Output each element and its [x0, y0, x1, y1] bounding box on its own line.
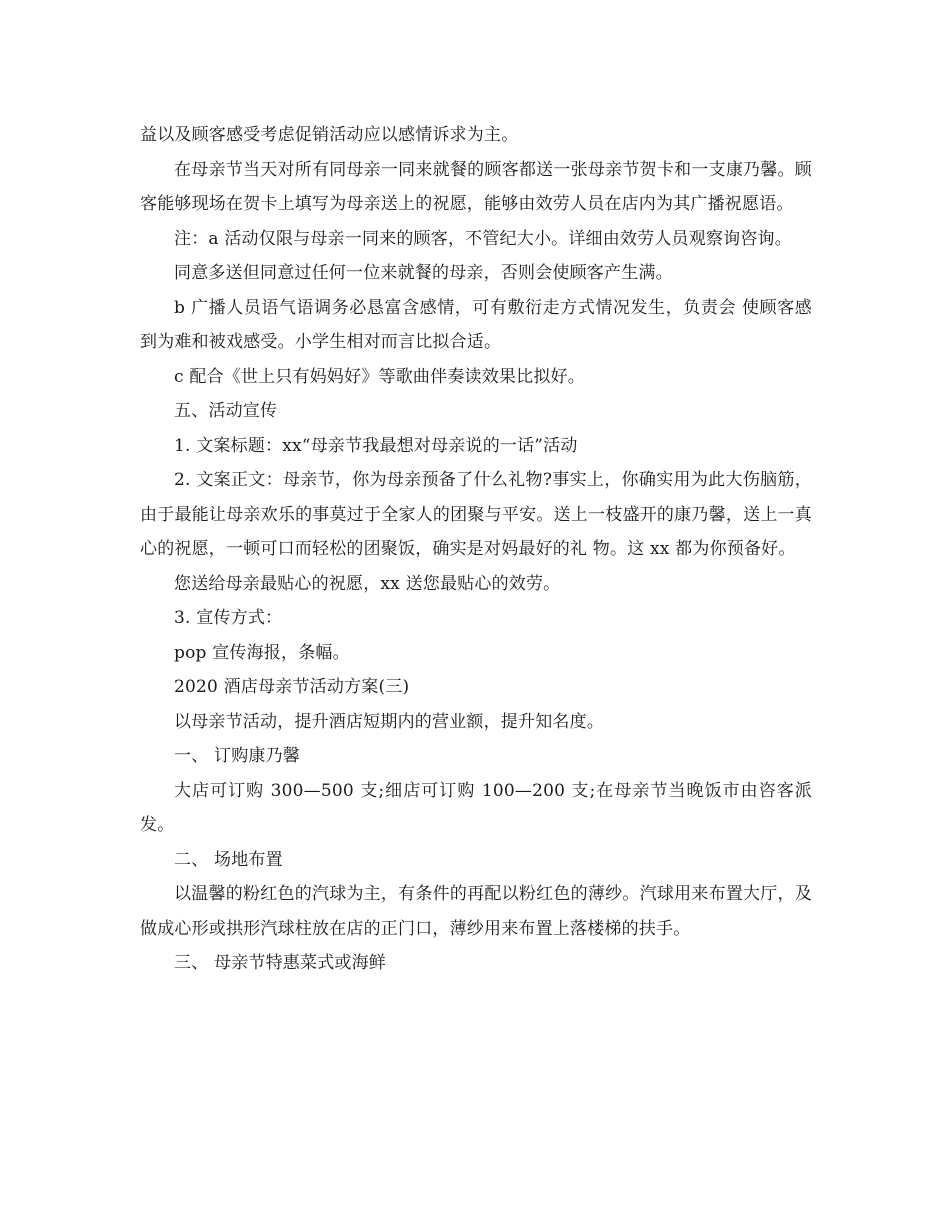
section-heading-5: 五、活动宣传 [174, 401, 278, 421]
paragraph-3: 同意多送但同意过任何一位来就餐的母亲，否则会使顾客产生满。 [174, 263, 673, 283]
paragraph-11: pop 宣传海报，条幅。 [174, 642, 350, 663]
paragraph-8: 2. 文案正文：母亲节，你为母亲预备了什么礼物?事实上，你确实用为此大伤脑筋，由于最能让母亲欢乐的事莫过于全家人的团聚与平安。送上一枝盛开的康乃馨，送上一真心的祝愿，一顿可口而轻松的团聚饭，确实是对妈最好的礼 物。这 xx 都为你预备好。 [140, 470, 812, 559]
paragraph-7: 1. 文案标题：xx“母亲节我最想对母亲说的一话”活动 [174, 435, 578, 456]
paragraph-0: 益以及顾客感受考虑促销活动应以感情诉求为主。 [140, 125, 519, 145]
section-heading-1: 一、 订购康乃馨 [174, 746, 301, 766]
paragraph-1: 在母亲节当天对所有同母亲一同来就餐的顾客都送一张母亲节贺卡和一支康乃馨。顾客能够现场在贺卡上填写为母亲送上的祝愿，能够由效劳人员在店内为其广播祝愿语。 [140, 159, 812, 214]
paragraph-13: 以母亲节活动，提升酒店短期内的营业额，提升知名度。 [174, 711, 604, 732]
paragraph-10: 3. 宣传方式： [174, 608, 283, 628]
paragraph-17: 以温馨的粉红色的汽球为主，有条件的再配以粉红色的薄纱。汽球用来布置大厅，及做成心形或拱形汽球柱放在店的正门口，薄纱用来布置上落楼梯的扶手。 [140, 884, 812, 939]
paragraph-5: c 配合《世上只有妈妈好》等歌曲伴奏读效果比拟好。 [174, 366, 585, 387]
paragraph-2: 注：a 活动仅限与母亲一同来的顾客，不管纪大小。详细由效劳人员观察询咨询。 [174, 228, 792, 249]
paragraph-4: b 广播人员语气语调务必恳富含感情，可有敷衍走方式情况发生，负责会 使顾客感到为难和被戏感受。小学生相对而言比拟合适。 [140, 297, 812, 352]
section-heading-2: 二、 场地布置 [174, 849, 283, 870]
document-body [140, 118, 812, 981]
paragraph-9: 您送给母亲最贴心的祝愿，xx 送您最贴心的效劳。 [174, 573, 561, 594]
section-heading-3: 三、 母亲节特惠菜式或海鲜 [174, 953, 387, 973]
paragraph-15: 大店可订购 300—500 支;细店可订购 100—200 支;在母亲节当晚饭市由咨客派发。 [140, 780, 812, 835]
plan-title: 2020 酒店母亲节活动方案(三) [174, 677, 410, 697]
